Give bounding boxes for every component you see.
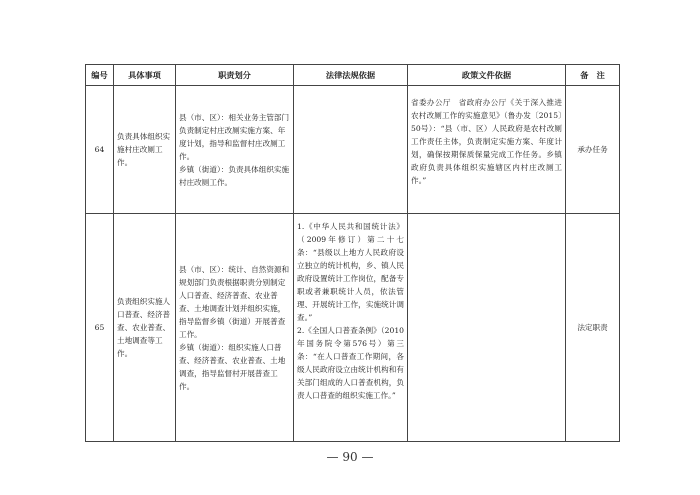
row-policy-basis bbox=[408, 214, 566, 442]
row-policy-basis: 省委办公厅 省政府办公厅《关于深入推进农村改厕工作的实施意见》（鲁办发〔2015〕50号）：“县（市、区）人民政府是农村改厕工作责任主体，负责制定实施方案、年度计划，确保按期保质保量完成工作任务。乡镇政府负责具体组织实施辖区内村庄改厕工作。” bbox=[408, 86, 566, 214]
header-note: 备 注 bbox=[566, 65, 620, 86]
table-row bbox=[86, 86, 620, 214]
header-division: 职责划分 bbox=[176, 65, 294, 86]
row-number: 65 bbox=[86, 214, 114, 442]
duty-table bbox=[85, 64, 620, 442]
row-note: 法定职责 bbox=[566, 214, 620, 442]
table-header-row bbox=[86, 65, 620, 86]
header-policy-basis: 政策文件依据 bbox=[408, 65, 566, 86]
row-number: 64 bbox=[86, 86, 114, 214]
row-legal-basis: 1.《中华人民共和国统计法》（2009年修订）第二十七条：“县级以上地方人民政府设立独立的统计机构，乡、镇人民政府设置统计工作岗位，配备专职或者兼职统计人员，依法管理、开展统计工作，实施统计调查。” 2.《全国人口普查条例》（2010年国务院令第576号）第三条：“在人口普查工作期间，各级人民政府设立由统计机构和有关部门组成的人口普查机构，负责人口普查的组织实施工作。” bbox=[294, 214, 408, 442]
table-row bbox=[86, 214, 620, 442]
header-item: 具体事项 bbox=[114, 65, 176, 86]
header-number: 编号 bbox=[86, 65, 114, 86]
row-division: 县（市、区）：相关业务主管部门负责制定村庄改厕实施方案、年度计划，指导和监督村庄改厕工作。 乡镇（街道）：负责具体组织实施村庄改厕工作。 bbox=[176, 86, 294, 214]
row-legal-basis bbox=[294, 86, 408, 214]
header-legal-basis: 法律法规依据 bbox=[294, 65, 408, 86]
row-item: 负责组织实施人口普查、经济普查、农业普查、土地调查等工作。 bbox=[114, 214, 176, 442]
row-item: 负责具体组织实施村庄改厕工作。 bbox=[114, 86, 176, 214]
page-number: — 90 — bbox=[326, 450, 374, 464]
row-division: 县（市、区）：统计、自然资源和规划部门负责根据职责分别制定人口普查、经济普查、农业普查、土地调查计划并组织实施，指导监督乡镇（街道）开展普查工作。 乡镇（街道）：组织实施人口普查、经济普查、农业普查、土地调查，指导监督村开展普查工作。 bbox=[176, 214, 294, 442]
row-note: 承办任务 bbox=[566, 86, 620, 214]
